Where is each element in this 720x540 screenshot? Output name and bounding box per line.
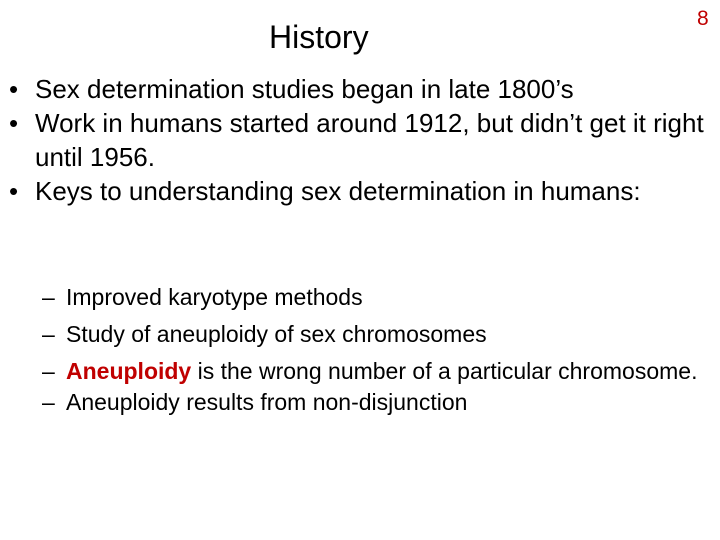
sub-bullet-text: Aneuploidy results from non-disjunction (66, 389, 468, 415)
sub-bullet-text: Improved karyotype methods (66, 284, 363, 310)
dash-mark: – (42, 358, 55, 384)
highlighted-term: Aneuploidy (66, 358, 192, 384)
sub-bullet-item (0, 389, 720, 416)
bullet-text: Keys to understanding sex determination in humans: (35, 176, 641, 206)
sub-bullet-item (0, 284, 720, 311)
bullet-mark: • (9, 108, 19, 138)
sub-bullet-item (0, 321, 720, 348)
sub-bullet-list (0, 284, 720, 426)
bullet-list (0, 72, 720, 208)
slide-title: History (269, 19, 369, 55)
dash-mark: – (42, 389, 55, 415)
bullet-text: Sex determination studies began in late 1800’s (35, 74, 574, 104)
bullet-mark: • (9, 74, 19, 104)
sub-bullet-text: Study of aneuploidy of sex chromosomes (66, 321, 487, 347)
bullet-mark: • (9, 176, 19, 206)
sub-bullet-item (0, 358, 720, 385)
slide-number: 8 (697, 7, 709, 30)
bullet-item (0, 72, 720, 106)
dash-mark: – (42, 284, 55, 310)
dash-mark: – (42, 321, 55, 347)
bullet-item (0, 174, 720, 208)
bullet-text: Work in humans started around 1912, but didn’t get it right until 1956. (35, 108, 704, 172)
sub-bullet-text: is the wrong number of a particular chromosome. (191, 358, 698, 384)
bullet-item (0, 106, 720, 174)
